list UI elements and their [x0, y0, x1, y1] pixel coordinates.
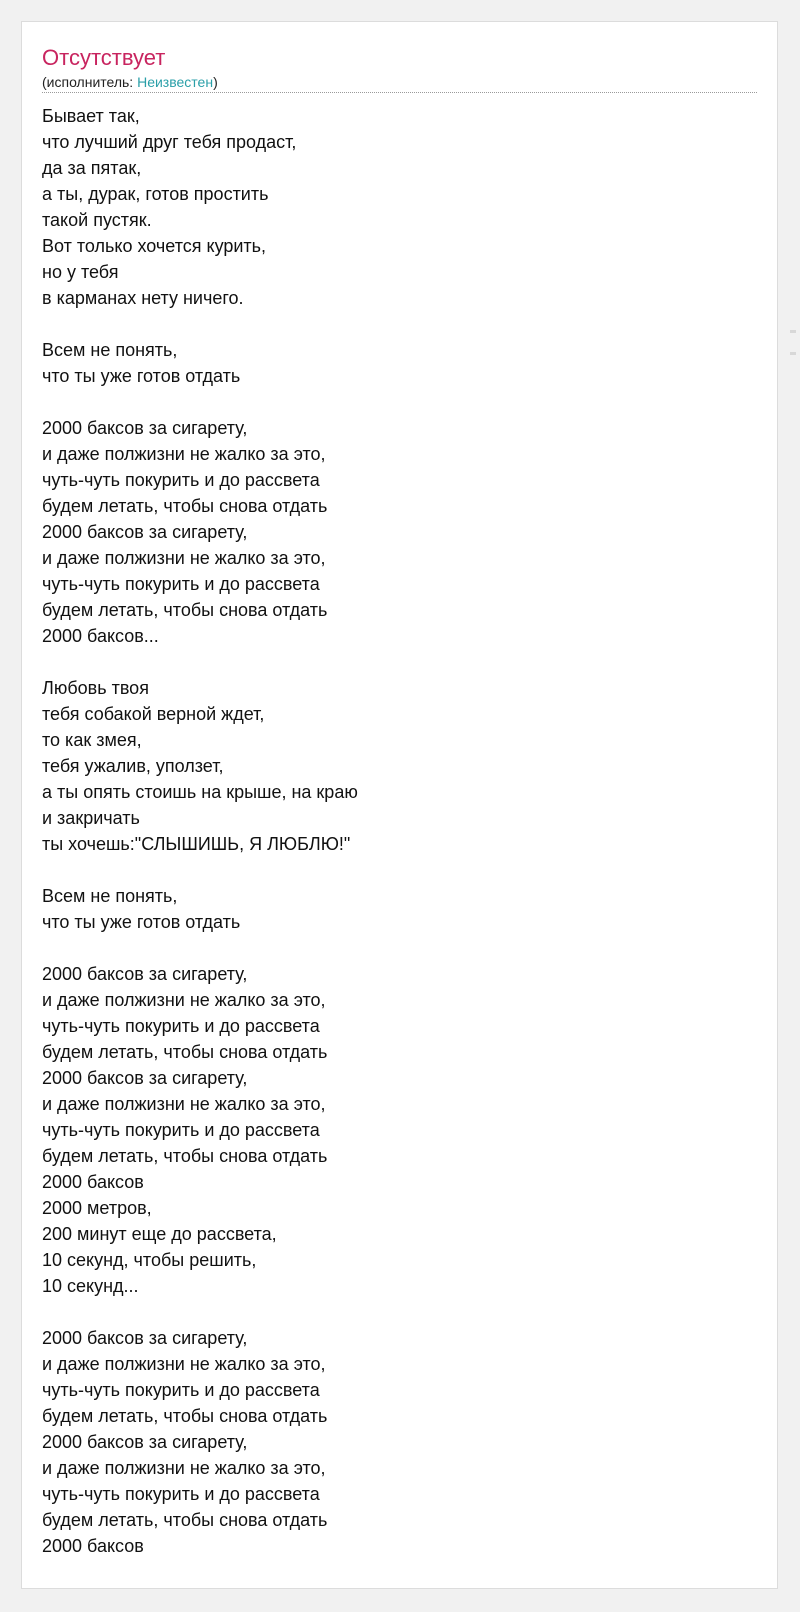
lyrics-text: Бывает так, что лучший друг тебя продаст, да за пятак, а ты, дурак, готов простить такой пустяк. Вот только хочется курить, но у тебя в карманах нету ничего. Всем не понять, что ты уже готов отдать 2000 баксов за сигарету, и даже полжизни не жалко за это, чуть-чуть покурить и до рассвета будем летать, чтобы снова отдать 2000 баксов за сигарету, и даже полжизни не жалко за это, чуть-чуть покурить и до рассвета будем летать, чтобы снова отдать 2000 баксов... Любовь твоя тебя собакой верной ждет, то как змея, тебя ужалив, уползет, а ты опять стоишь на крыше, на краю и закричать ты хочешь:"СЛЫШИШЬ, Я ЛЮБЛЮ!" Всем не понять, что ты уже готов отдать 2000 баксов за сигарету, и даже полжизни не жалко за это, чуть-чуть покурить и до рассвета будем летать, чтобы снова отдать 2000 баксов за сигарету, и даже полжизни не жалко за это, чуть-чуть покурить и до рассвета будем летать, чтобы снова отдать 2000 баксов 2000 метров, 200 минут еще до рассвета, 10 секунд, чтобы решить, 10 секунд... 2000 баксов за сигарету, и даже полжизни не жалко за это, чуть-чуть покурить и до рассвета будем летать, чтобы снова отдать 2000 баксов за сигарету, и даже полжизни не жалко за это, чуть-чуть покурить и до рассвета будем летать, чтобы снова отдать 2000 баксов — [42, 106, 358, 1556]
edge-mark — [790, 330, 796, 333]
artist-link[interactable]: Неизвестен — [137, 74, 214, 90]
edge-mark — [790, 352, 796, 355]
song-title: Отсутствует — [42, 45, 166, 70]
artist-suffix: ) — [213, 74, 218, 90]
title-divider — [42, 92, 757, 93]
artist-prefix: (исполнитель: — [42, 74, 138, 90]
artist-line — [42, 73, 218, 91]
lyrics-card — [21, 21, 778, 1589]
